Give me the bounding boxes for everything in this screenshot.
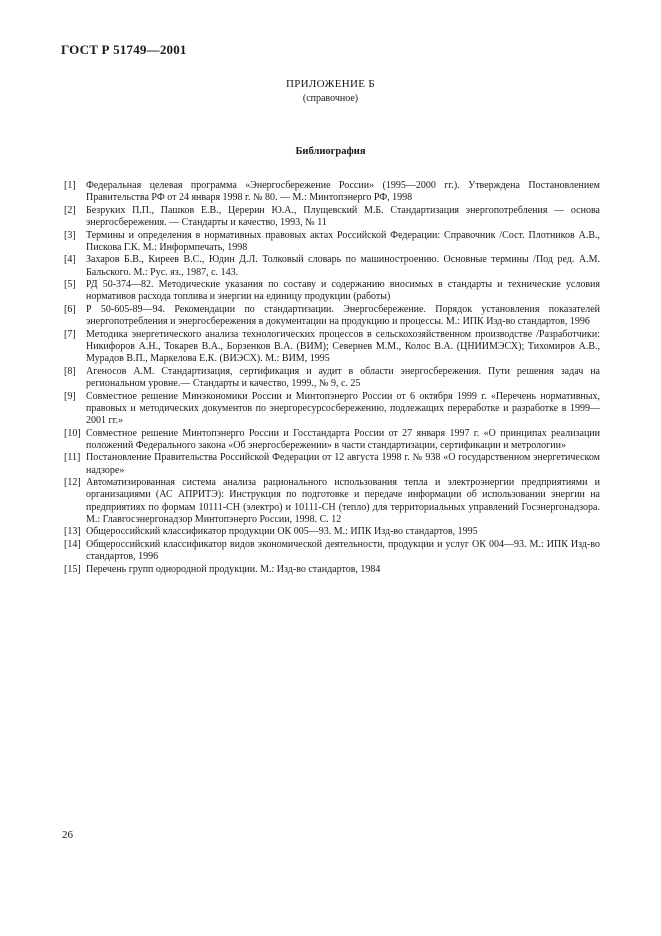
reference-text: Безруких П.П., Пашков Е.В., Церерин Ю.А., Плущевский М.Б. Стандартизация энергопотребления — основа энергосбережения. — Стандарты и качество, 1993, № 11 <box>86 204 600 228</box>
reference-number: [13] <box>64 526 81 538</box>
reference-item <box>64 205 600 229</box>
reference-number: [9] <box>64 390 76 402</box>
reference-item <box>64 539 600 563</box>
reference-item <box>64 391 600 428</box>
reference-number: [2] <box>64 204 76 216</box>
reference-number: [12] <box>64 477 81 489</box>
reference-number: [11] <box>64 452 81 464</box>
reference-number: [10] <box>64 427 81 439</box>
reference-text: Захаров Б.В., Киреев В.С., Юдин Д.Л. Толковый словарь по машиностроению. Основные термины /Под ред. А.М. Бальского. М.: Рус. яз., 1987, с. 143. <box>86 254 600 278</box>
reference-number: [7] <box>64 328 76 340</box>
reference-text: Совместное решение Минэкономики России и Минтопэнерго России от 6 октября 1999 г. «Перечень нормативных, правовых и методических документов по энергоресурсосбережению, подлежащих переработке и разработке в 1999—2001 гг.» <box>86 390 600 426</box>
reference-text: Федеральная целевая программа «Энергосбережение России» (1995—2000 гг.). Утверждена Постановлением Правительства РФ от 24 января 1998 г. № 80. — М.: Минтопэнерго РФ, 1998 <box>86 180 600 204</box>
reference-number: [1] <box>64 180 76 191</box>
reference-number: [4] <box>64 254 76 266</box>
reference-number: [6] <box>64 303 76 315</box>
reference-text: Методика энергетического анализа технологических процессов в сельскохозяйственном производстве /Разработчики: Никифоров А.Н., Токарев В.А., Борзенков В.А. (ВИМ); Севернев М.М., Колос В.А. (ЦНИИМЭСХ); Тихомиров А.В., Мурадов В.П., Маркелова Е.К. (ВИЭСХ). М.: ВИМ, 1995 <box>86 328 600 365</box>
bibliography-list <box>64 180 600 576</box>
reference-item <box>64 304 600 328</box>
document-header: ГОСТ Р 51749—2001 <box>61 42 187 57</box>
reference-text: Р 50-605-89—94. Рекомендации по стандартизации. Энергосбережение. Порядок установления показателей энергопотребления и энергосбережения в документации на продукцию и процессы. М.: ИПК Изд-во стандартов, 1996 <box>86 303 600 328</box>
reference-item <box>64 564 600 576</box>
reference-item <box>64 180 600 204</box>
appendix-subtitle: (справочное) <box>302 93 359 104</box>
reference-text: Термины и определения в нормативных правовых актах Российской Федерации: Справочник /Сост. Плотников А.В., Пискова Г.К. М.: Информпечать, 1998 <box>86 229 600 253</box>
reference-item <box>64 230 600 254</box>
reference-item <box>64 526 600 538</box>
reference-item <box>64 477 600 526</box>
reference-number: [8] <box>64 365 76 377</box>
reference-item <box>64 366 600 390</box>
reference-text: Общероссийский классификатор продукции ОК 005—93. М.: ИПК Изд-во стандартов, 1995 <box>86 526 478 538</box>
reference-number: [14] <box>64 538 81 550</box>
reference-text: Постановление Правительства Российской Федерации от 12 августа 1998 г. № 938 «О государственном энергетическом надзоре» <box>86 452 600 476</box>
reference-number: [3] <box>64 229 76 241</box>
reference-text: Общероссийский классификатор видов экономической деятельности, продукции и услуг ОК 004—93. М.: ИПК Изд-во стандартов, 1996 <box>86 538 600 563</box>
page-number: 26 <box>62 829 73 841</box>
reference-item <box>64 254 600 278</box>
reference-text: Перечень групп однородной продукции. М.: Изд-во стандартов, 1984 <box>86 563 381 575</box>
reference-item <box>64 428 600 452</box>
reference-number: [15] <box>64 563 81 575</box>
reference-number: [5] <box>64 279 76 291</box>
reference-text: РД 50-374—82. Методические указания по составу и содержанию вносимых в стандарты и технические условия нормативов расхода топлива и энергии на единицу продукции (работы) <box>86 279 600 303</box>
reference-item <box>64 279 600 303</box>
reference-text: Совместное решение Минтопэнерго России и Госстандарта России от 27 января 1997 г. «О принципах реализации положений Федерального закона «Об энергосбережении» в части стандартизации, сертификации и метрологии» <box>86 427 600 451</box>
appendix-title: ПРИЛОЖЕНИЕ Б <box>286 78 375 90</box>
reference-text: Автоматизированная система анализа рационального использования тепла и электроэнергии предприятиями и организациями (АС АПРИТЭ): Инструкция по подготовке и передаче информации об использовании энергии на предприятиях по формам 10111-СН (электро) и 10111-СН (тепло) для территориальных управлений Госэнергонадзора. М.: Главгосэнергонадзор Минтопэнерго России, 1998. С. 12 <box>86 477 600 525</box>
reference-item <box>64 452 600 476</box>
reference-item <box>64 329 600 366</box>
reference-text: Агеносов А.М. Стандартизация, сертификация и аудит в области энергосбережения. Пути решения задач на региональном уровне.— Стандарты и качество, 1999., № 9, с. 25 <box>86 365 600 389</box>
bibliography-title: Библиография <box>295 146 366 157</box>
